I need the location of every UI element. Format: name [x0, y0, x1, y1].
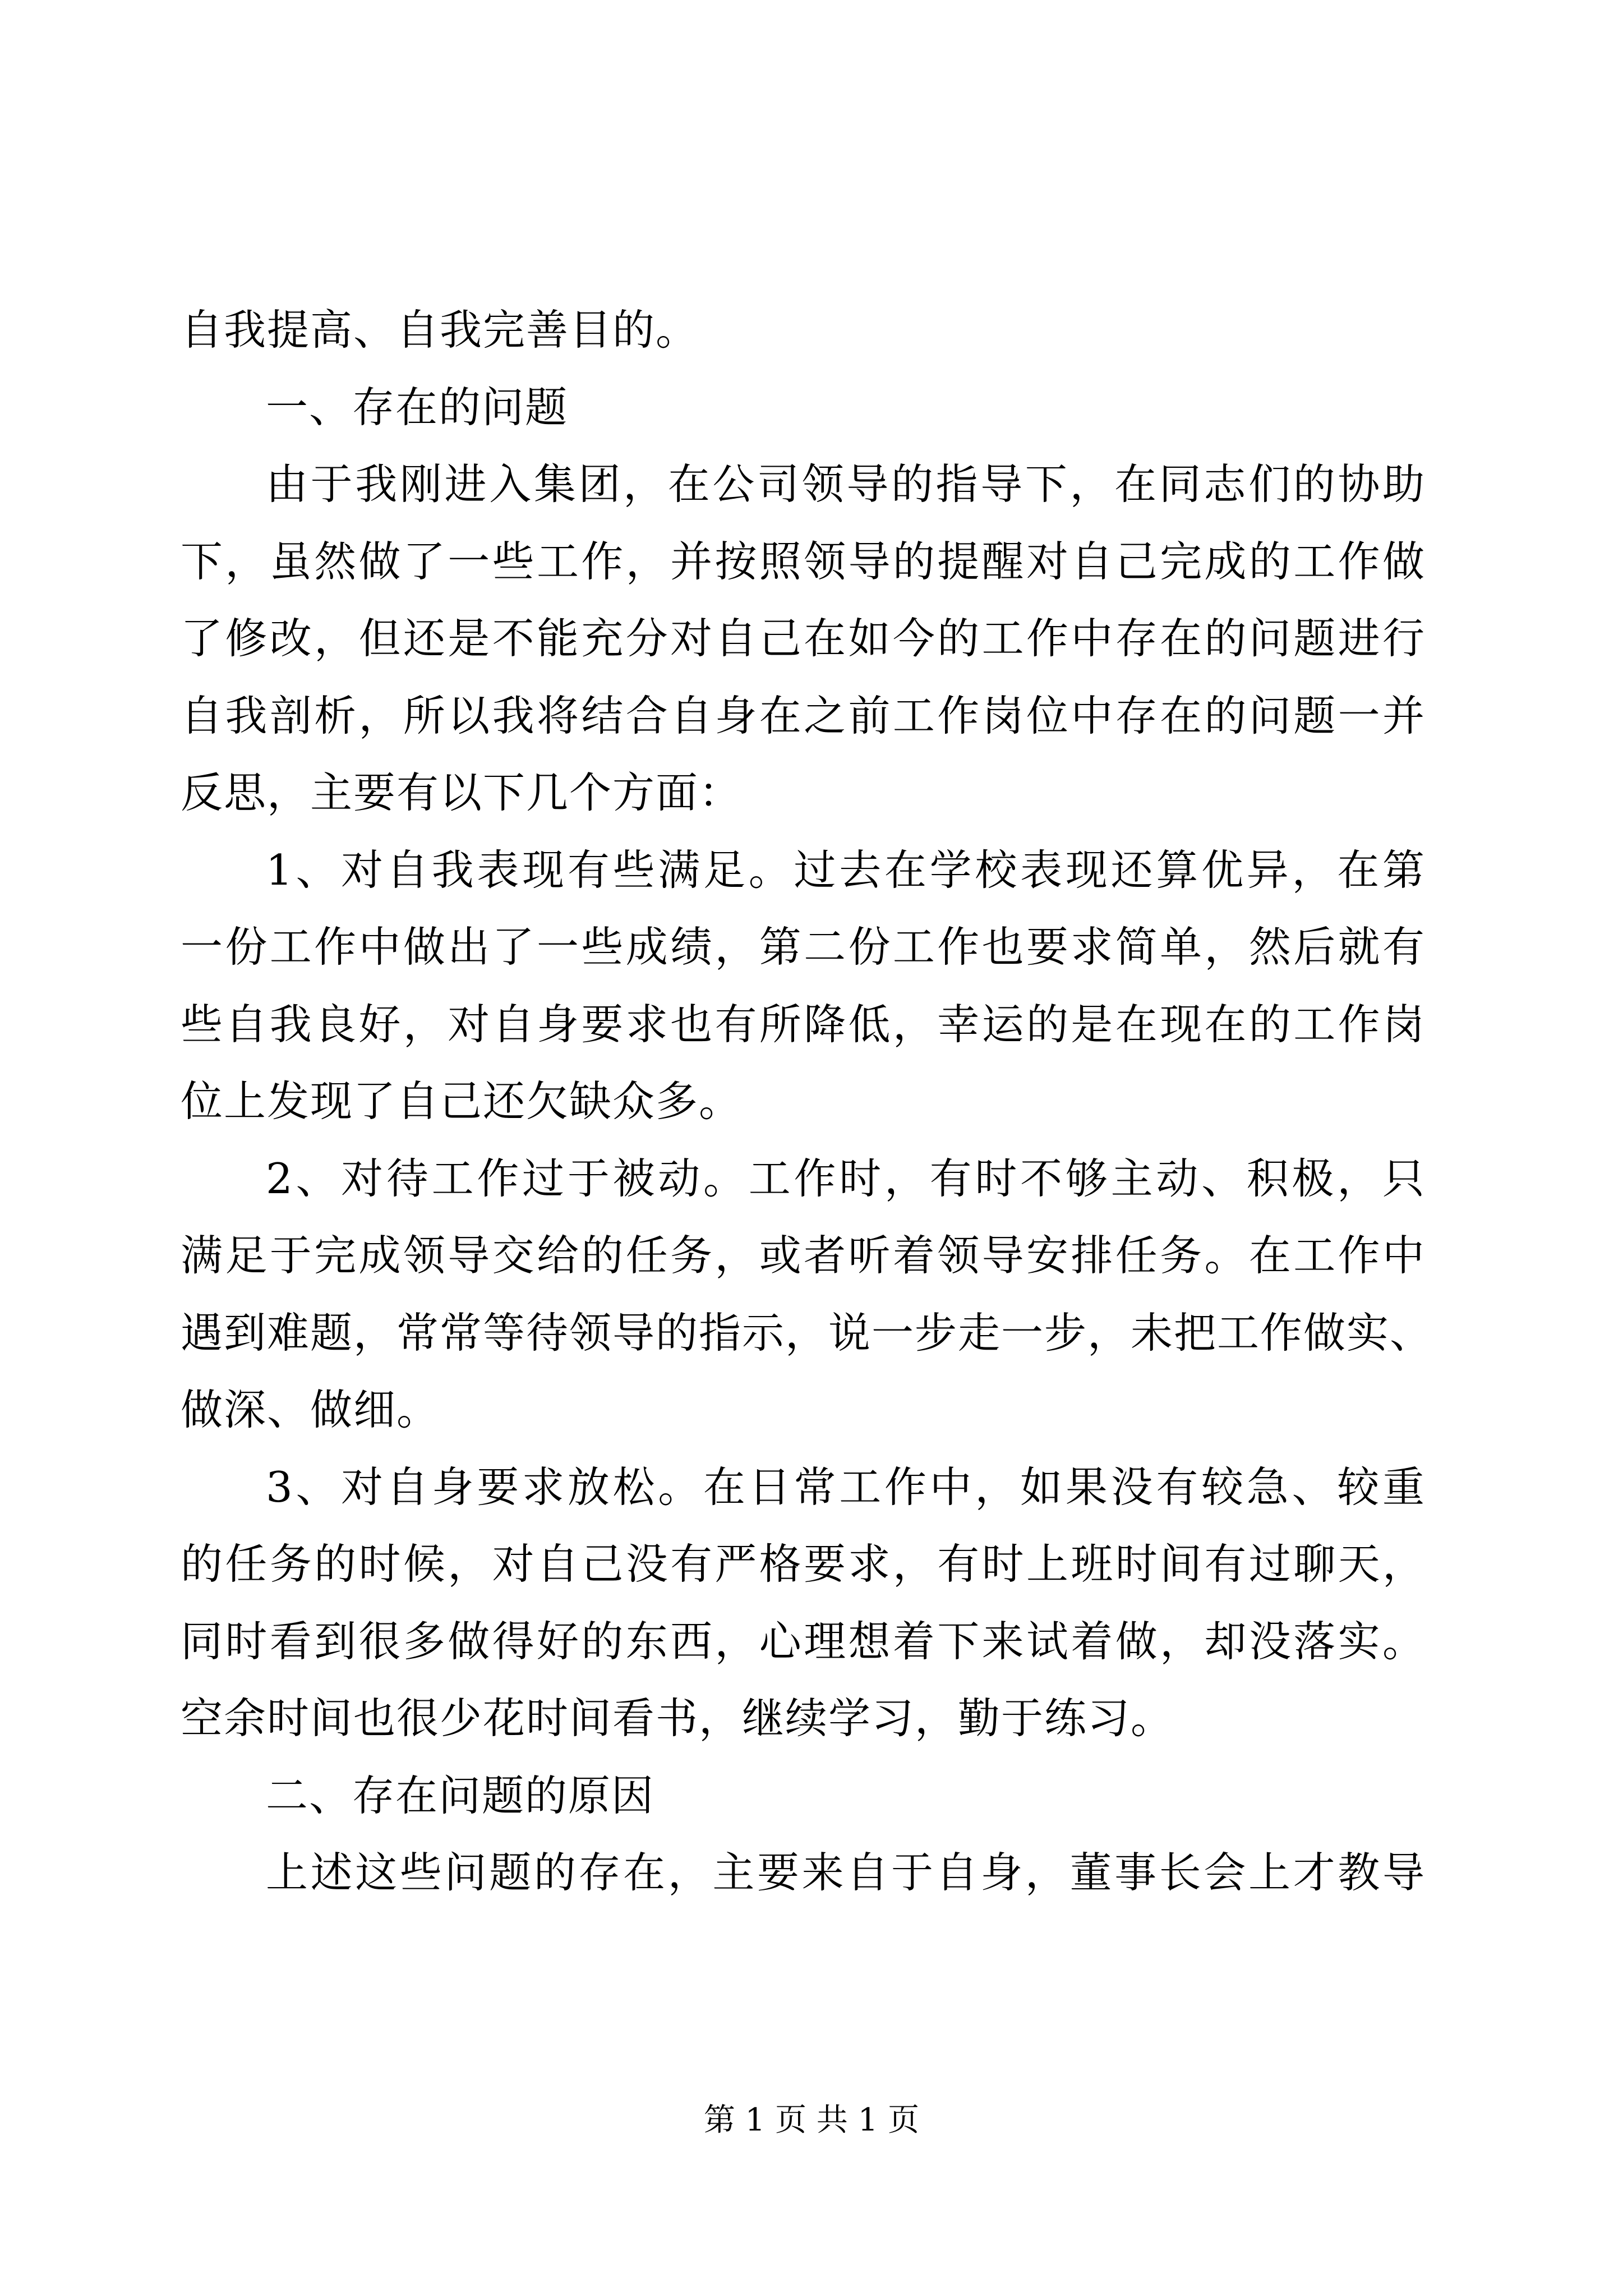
text-line: 下，虽然做了一些工作，并按照领导的提醒对自己完成的工作做	[181, 536, 1426, 586]
text-line: 空余时间也很少花时间看书，继续学习，勤于练习。	[181, 1694, 1174, 1743]
page-number-footer: 第 1 页 共 1 页	[703, 2102, 920, 2138]
text-line: 上述这些问题的存在，主要来自于自身，董事长会上才教导	[266, 1848, 1426, 1897]
section-heading: 一、存在的问题	[266, 382, 569, 432]
text-line: 做深、做细。	[181, 1385, 440, 1434]
text-line: 自我提高、自我完善目的。	[181, 305, 699, 355]
text-line: 位上发现了自己还欠缺众多。	[181, 1076, 743, 1126]
text-line: 3、对自身要求放松。在日常工作中，如果没有较急、较重	[266, 1462, 1426, 1512]
text-line: 同时看到很多做得好的东西，心理想着下来试着做，却没落实。	[181, 1616, 1426, 1666]
text-line: 的任务的时候，对自己没有严格要求，有时上班时间有过聊天，	[181, 1539, 1426, 1589]
text-line: 了修改，但还是不能充分对自己在如今的工作中存在的问题进行	[181, 614, 1426, 663]
text-line: 由于我刚进入集团，在公司领导的指导下，在同志们的协助	[266, 459, 1426, 509]
text-line: 些自我良好，对自身要求也有所降低，幸运的是在现在的工作岗	[181, 999, 1426, 1049]
text-line: 遇到难题，常常等待领导的指示，说一步走一步，未把工作做实、	[181, 1308, 1433, 1358]
text-line: 一份工作中做出了一些成绩，第二份工作也要求简单，然后就有	[181, 922, 1426, 972]
text-line: 反思，主要有以下几个方面：	[181, 768, 743, 817]
text-line: 2、对待工作过于被动。工作时，有时不够主动、积极，只	[266, 1153, 1426, 1203]
text-line: 1、对自我表现有些满足。过去在学校表现还算优异，在第	[266, 845, 1426, 895]
section-heading: 二、存在问题的原因	[266, 1770, 655, 1820]
text-line: 自我剖析，所以我将结合自身在之前工作岗位中存在的问题一并	[181, 691, 1426, 740]
document-body	[181, 292, 1433, 1912]
text-line: 满足于完成领导交给的任务，或者听着领导安排任务。在工作中	[181, 1231, 1426, 1280]
